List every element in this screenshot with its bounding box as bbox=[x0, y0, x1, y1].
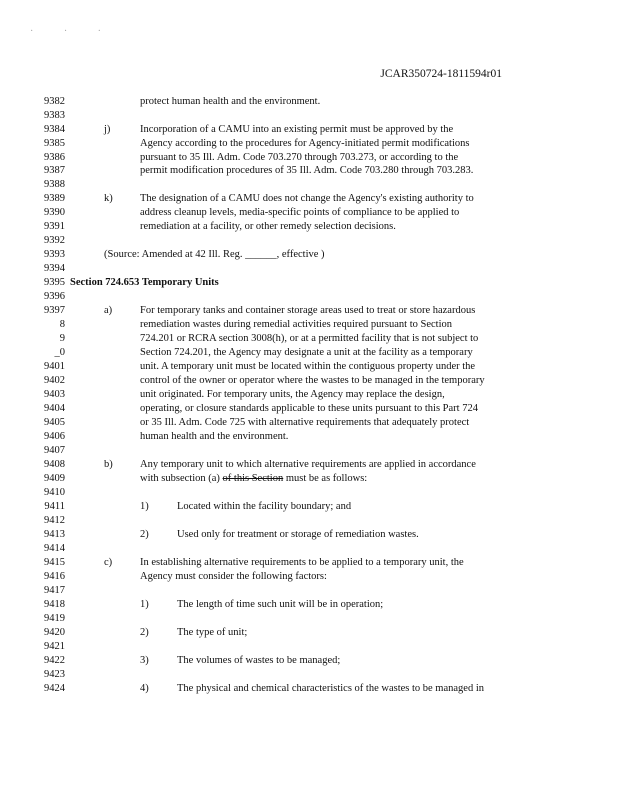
subsection-a-line: control of the owner or operator where the wastes to be managed in the temporary bbox=[140, 375, 485, 386]
line-number: 9385 bbox=[44, 138, 65, 149]
item-number: 3) bbox=[140, 655, 149, 666]
line-number: 9386 bbox=[44, 152, 65, 163]
subsection-b-text: with subsection (a) bbox=[140, 473, 223, 484]
subsection-j-line: pursuant to 35 Ill. Adm. Code 703.270 through 703.273, or according to the bbox=[140, 152, 459, 163]
subsection-k-line: address cleanup levels, media-specific points of compliance to be applied to bbox=[140, 207, 460, 218]
subsection-b-line: Any temporary unit to which alternative requirements are applied in accordance bbox=[140, 459, 476, 470]
line-number: 9415 bbox=[44, 557, 65, 568]
line-number: 9403 bbox=[44, 389, 65, 400]
subsection-j-line: permit modification procedures of 35 Ill. Adm. Code 703.280 through 703.283. bbox=[140, 165, 474, 176]
line-number: 9396 bbox=[44, 291, 65, 302]
item-number: 1) bbox=[140, 501, 149, 512]
scan-specks: · · · bbox=[30, 26, 115, 37]
subsection-label-k: k) bbox=[104, 193, 113, 204]
subsection-a-line: For temporary tanks and container storage areas used to treat or store hazardous bbox=[140, 305, 476, 316]
item-text: Located within the facility boundary; and bbox=[177, 501, 352, 512]
subsection-a-line: human health and the environment. bbox=[140, 431, 289, 442]
line-number: 9397 bbox=[44, 305, 65, 316]
line-number: 9409 bbox=[44, 473, 65, 484]
line-number: 9402 bbox=[44, 375, 65, 386]
line-number: 9424 bbox=[44, 683, 65, 694]
subsection-label-a: a) bbox=[104, 305, 113, 316]
subsection-b-line bbox=[140, 472, 367, 486]
subsection-a-line: unit. A temporary unit must be located within the contiguous property under the bbox=[140, 361, 476, 372]
item-number: 2) bbox=[140, 627, 149, 638]
item-text: The length of time such unit will be in operation; bbox=[177, 599, 384, 610]
line-number: 9423 bbox=[44, 669, 65, 680]
item-number: 2) bbox=[140, 529, 149, 540]
subsection-a-line: operating, or closure standards applicable to these units pursuant to this Part 724 bbox=[140, 403, 478, 414]
line-number: 9411 bbox=[44, 501, 65, 512]
line-number: 9420 bbox=[44, 627, 65, 638]
line-number: 9394 bbox=[44, 263, 65, 274]
line-number: 9418 bbox=[44, 599, 65, 610]
line-number: 9412 bbox=[44, 515, 65, 526]
line-number: 8 bbox=[59, 319, 65, 330]
line-number: _0 bbox=[54, 347, 65, 358]
line-number: 9408 bbox=[44, 459, 65, 470]
line-number: 9 bbox=[59, 333, 65, 344]
line-number: 9416 bbox=[44, 571, 65, 582]
line-number: 9410 bbox=[44, 487, 65, 498]
line-number: 9405 bbox=[44, 417, 65, 428]
item-number: 1) bbox=[140, 599, 149, 610]
item-text: The type of unit; bbox=[177, 627, 248, 638]
subsection-a-line: or 35 Ill. Adm. Code 725 with alternative requirements that adequately protect bbox=[140, 417, 470, 428]
subsection-label-b: b) bbox=[104, 459, 113, 470]
item-text: Used only for treatment or storage of remediation wastes. bbox=[177, 529, 419, 540]
line-number: 9387 bbox=[44, 165, 65, 176]
section-heading: Section 724.653 Temporary Units bbox=[70, 277, 219, 288]
line-number: 9395 bbox=[44, 277, 65, 288]
subsection-b-text: must be as follows: bbox=[283, 473, 368, 484]
subsection-j-line: Agency according to the procedures for Agency-initiated permit modifications bbox=[140, 138, 470, 149]
line-number: 9391 bbox=[44, 221, 65, 232]
line-number: 9401 bbox=[44, 361, 65, 372]
line-number: 9413 bbox=[44, 529, 65, 540]
previous-paragraph-end: protect human health and the environment. bbox=[140, 96, 321, 107]
subsection-label-c: c) bbox=[104, 557, 113, 568]
line-number: 9389 bbox=[44, 193, 65, 204]
line-number: 9383 bbox=[44, 110, 65, 121]
line-number: 9382 bbox=[44, 96, 65, 107]
line-number: 9392 bbox=[44, 235, 65, 246]
item-text: The volumes of wastes to be managed; bbox=[177, 655, 341, 666]
subsection-label-j: j) bbox=[104, 124, 111, 135]
line-number: 9414 bbox=[44, 543, 65, 554]
subsection-k-line: The designation of a CAMU does not change the Agency's existing authority to bbox=[140, 193, 474, 204]
subsection-a-line: 724.201 or RCRA section 3008(h), or at a permitted facility that is not subject to bbox=[140, 333, 479, 344]
line-number: 9390 bbox=[44, 207, 65, 218]
line-number: 9384 bbox=[44, 124, 65, 135]
line-number: 9407 bbox=[44, 445, 65, 456]
item-text: The physical and chemical characteristics of the wastes to be managed in bbox=[177, 683, 485, 694]
document-id: JCAR350724-1811594r01 bbox=[380, 68, 502, 80]
struck-text: of this Section bbox=[222, 473, 284, 484]
line-number: 9422 bbox=[44, 655, 65, 666]
line-number: 9404 bbox=[44, 403, 65, 414]
subsection-a-line: unit originated. For temporary units, the Agency may replace the design, bbox=[140, 389, 445, 400]
subsection-c-line: Agency must consider the following factors: bbox=[140, 571, 327, 582]
line-number: 9388 bbox=[44, 179, 65, 190]
line-number: 9406 bbox=[44, 431, 65, 442]
subsection-k-line: remediation at a facility, or other remedy selection decisions. bbox=[140, 221, 396, 232]
subsection-c-line: In establishing alternative requirements to be applied to a temporary unit, the bbox=[140, 557, 464, 568]
subsection-j-line: Incorporation of a CAMU into an existing permit must be approved by the bbox=[140, 124, 454, 135]
line-number: 9393 bbox=[44, 249, 65, 260]
item-number: 4) bbox=[140, 683, 149, 694]
subsection-a-line: remediation wastes during remedial activities required pursuant to Section bbox=[140, 319, 452, 330]
line-number: 9417 bbox=[44, 585, 65, 596]
source-note: (Source: Amended at 42 Ill. Reg. ______, effective ) bbox=[104, 249, 325, 260]
line-number: 9419 bbox=[44, 613, 65, 624]
line-number: 9421 bbox=[44, 641, 65, 652]
subsection-a-line: Section 724.201, the Agency may designate a unit at the facility as a temporary bbox=[140, 347, 473, 358]
